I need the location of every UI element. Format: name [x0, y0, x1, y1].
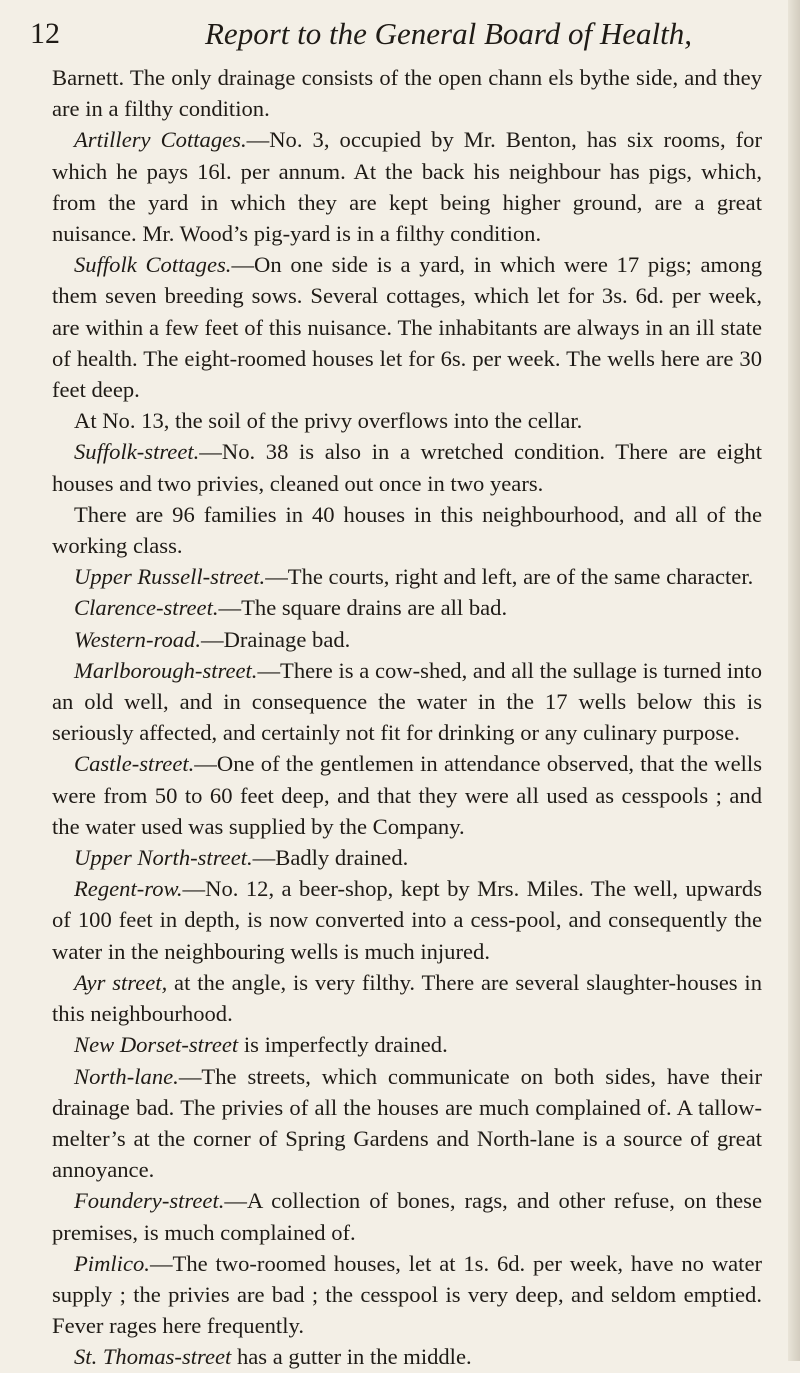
paragraph-heading: Clarence-street. [74, 595, 219, 621]
paragraph-heading: Western-road. [74, 626, 201, 652]
paragraph-text: —No. 12, a beer-shop, kept by Mrs. Miles. The well, upwards of 100 feet in depth, is now converted into a cess-pool, and consequently the water in the neighbouring wells is much injured. [52, 876, 762, 964]
paragraph [52, 1061, 762, 1186]
paragraph [52, 1029, 762, 1060]
paragraph [52, 249, 762, 405]
paragraph-text: There are 96 families in 40 houses in this neighbourhood, and all of the working class. [52, 501, 762, 559]
paragraph [52, 655, 762, 749]
paragraph-text: —The streets, which communicate on both sides, have their drainage bad. The privies of all the houses are much complained of. A tallow-melter’s at the corner of Spring Gardens and North-lane is a source of great annoyance. [52, 1063, 762, 1183]
paragraph-heading: Castle-street. [74, 751, 195, 777]
paragraph-text: —No. 3, occupied by Mr. Benton, has six rooms, for which he pays 16l. per annum. At the back his neighbour has pigs, which, from the yard in which they are kept being higher ground, are a great nuisance. Mr. Wood’s pig-yard is in a filthy condition. [52, 127, 763, 247]
paragraph-text: —Badly drained. [252, 845, 409, 871]
paragraph [52, 1185, 762, 1247]
body-text [52, 62, 762, 1373]
paragraph [52, 62, 762, 124]
paragraph-text: —The two-roomed houses, let at 1s. 6d. per week, have no water supply ; the privies are bad ; the cesspool is very deep, and seldom emptied. Fever rages here frequently. [52, 1250, 762, 1339]
paragraph-text: at the angle, is very filthy. There are several slaughter-houses in this neighbourhood. [52, 969, 762, 1027]
paragraph [52, 748, 762, 842]
paragraph-text: Barnett. The only drainage consists of the open chann els bythe side, and they are in a filthy condition. [52, 65, 762, 122]
page-header [30, 14, 750, 54]
paragraph [52, 1341, 762, 1372]
paragraph-heading: New Dorset-street [74, 1032, 239, 1058]
paragraph-heading: Suffolk-street. [74, 439, 200, 465]
paragraph-text: is imperfectly drained. [238, 1032, 448, 1058]
paragraph [52, 1248, 762, 1342]
paragraph-heading: Suffolk Cottages. [74, 252, 232, 278]
page-edge-shadow [788, 0, 800, 1361]
paragraph-text: —One of the gentlemen in attendance observed, that the wells were from 50 to 60 feet deep, and that they were all used as cesspools ; and the water used was supplied by the Company. [52, 751, 762, 839]
paragraph [52, 405, 762, 436]
paragraph-text: —On one side is a yard, in which were 17 pigs; among them seven breeding sows. Several cottages, which let for 3s. 6d. per week, are within a few feet of this nuisance. The inhabitants are always in an ill state of health. The eight-roomed houses let for 6s. per week. The wells here are 30 feet deep. [52, 252, 762, 403]
paragraph [52, 624, 762, 655]
paragraph-text: has a gutter in the middle. [231, 1344, 472, 1370]
paragraph-text: —There is a cow-shed, and all the sullage is turned into an old well, and in consequence the water in the 17 wells below this is seriously affected, and certainly not fit for drinking or any culinary purpose. [52, 657, 762, 746]
paragraph-text: —The square drains are all bad. [218, 595, 508, 621]
paragraph-heading: Upper North-street. [74, 845, 253, 871]
paragraph-heading: Marlborough-street. [74, 657, 258, 683]
paragraph [52, 967, 762, 1029]
paragraph-text: At No. 13, the soil of the privy overflows into the cellar. [74, 408, 583, 434]
paragraph-heading: North-lane. [74, 1063, 179, 1089]
paragraph [52, 499, 762, 561]
paragraph [52, 124, 762, 249]
paragraph [52, 436, 762, 498]
paragraph-heading: Regent-row. [74, 876, 183, 902]
paragraph-heading: St. Thomas-street [74, 1344, 232, 1370]
paragraph-heading: Foundery-street. [74, 1188, 225, 1214]
paragraph [52, 842, 762, 873]
paragraph [52, 561, 762, 592]
paragraph-heading: Pimlico. [74, 1250, 150, 1276]
paragraph-heading: Upper Russell-street. [74, 564, 266, 590]
paragraph-heading: Artillery Cottages. [74, 127, 247, 153]
page-number: 12 [30, 17, 60, 50]
paragraph-text: —The courts, right and left, are of the same character. [265, 564, 754, 590]
paragraph-text: —A collection of bones, rags, and other refuse, on these premises, is much complained of. [52, 1188, 762, 1245]
paragraph-text: —No. 38 is also in a wretched condition. There are eight houses and two privies, cleaned out once in two years. [52, 439, 762, 496]
paragraph-heading: Ayr street, [74, 969, 168, 995]
paragraph-text: —Drainage bad. [200, 626, 351, 652]
running-title: Report to the General Board of Health, [205, 16, 693, 51]
paragraph [52, 873, 762, 967]
paragraph [52, 592, 762, 623]
